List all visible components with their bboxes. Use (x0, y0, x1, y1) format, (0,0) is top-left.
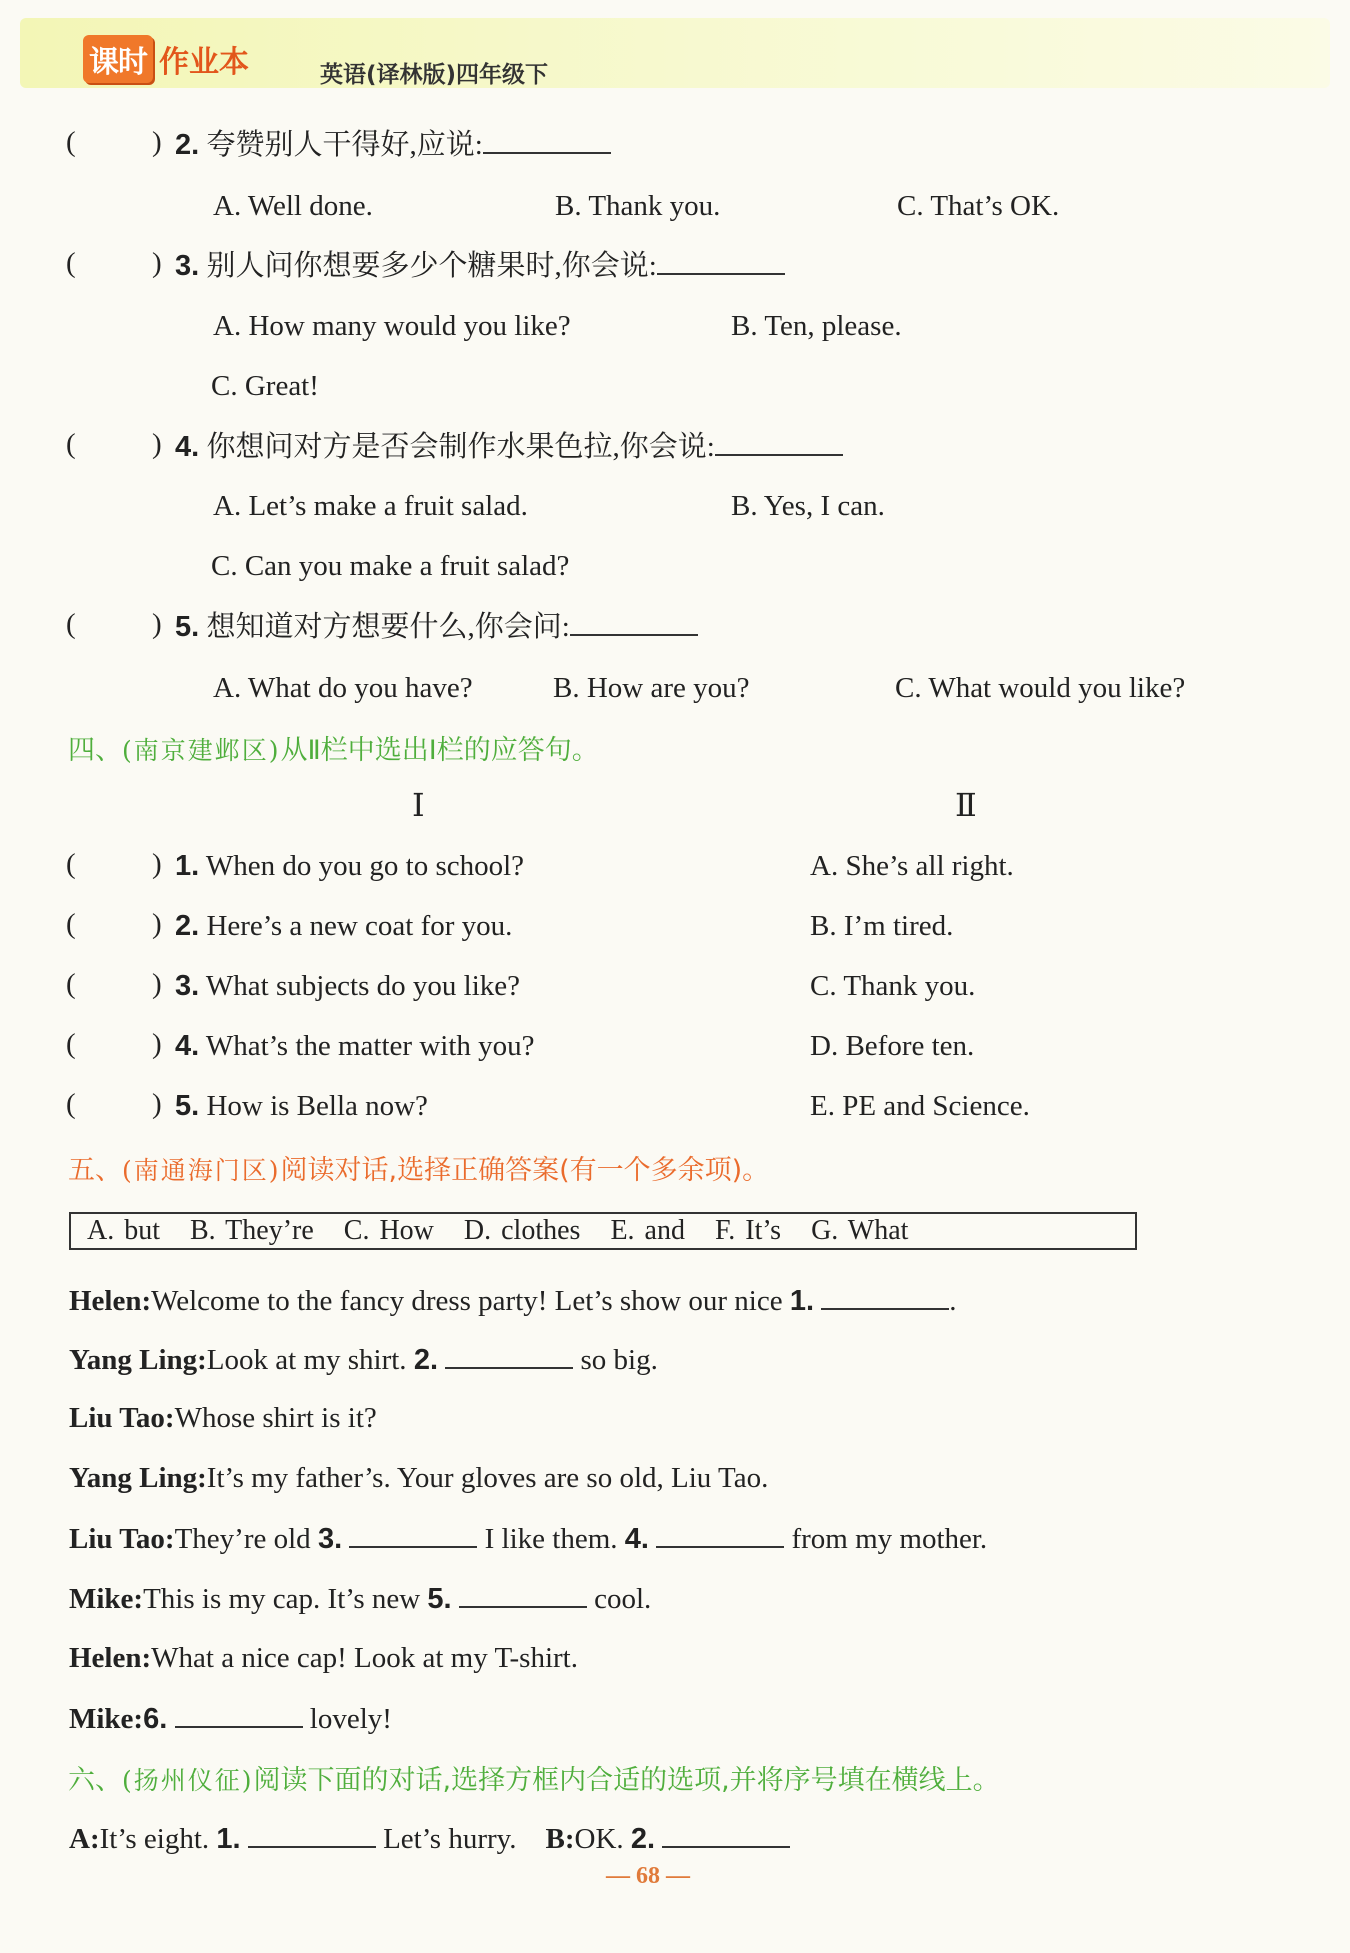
question-number: 2. (175, 129, 200, 161)
option-a: A. What do you have? (213, 672, 473, 704)
answer-blank[interactable] (657, 247, 785, 275)
match-answer: D. Before ten. (810, 1030, 975, 1062)
line-text: from my mother. (784, 1523, 988, 1555)
question-number: 1. (175, 850, 200, 882)
option-c: C. That’s OK. (897, 190, 1060, 222)
word-option: E. and (610, 1215, 685, 1246)
column-1-label: Ⅰ (412, 787, 425, 823)
option-c: C. Great! (211, 370, 319, 402)
section-title: 从Ⅱ栏中选出Ⅰ栏的应答句。 (280, 735, 599, 766)
answer-paren-close: ) (152, 968, 162, 1000)
answer-paren-close: ) (152, 608, 162, 640)
answer-blank[interactable] (662, 1820, 790, 1848)
section-region: (南通海门区) (122, 1156, 281, 1185)
option-a: A. How many would you like? (213, 310, 571, 342)
line-text: Whose shirt is it? (174, 1402, 377, 1434)
question-text: Here’s a new coat for you. (206, 910, 513, 942)
match-question (175, 848, 524, 884)
answer-blank[interactable] (445, 1341, 573, 1369)
option-b: B. How are you? (553, 672, 750, 704)
answer-paren[interactable]: ( (66, 126, 76, 158)
question-4 (175, 428, 843, 465)
word-option: G. What (811, 1215, 909, 1246)
speaker: Mike: (69, 1583, 144, 1615)
dialogue-line (69, 1580, 651, 1617)
match-question (175, 1088, 428, 1124)
speaker: Yang Ling: (69, 1344, 207, 1376)
line-text: Look at my shirt. (206, 1344, 414, 1376)
answer-paren[interactable]: ( (66, 1028, 76, 1060)
question-prompt: 夸赞别人干得好,应说: (206, 129, 483, 161)
blank-number: 1. (216, 1823, 241, 1855)
answer-paren-close: ) (152, 1028, 162, 1060)
answer-paren-close: ) (152, 1088, 162, 1120)
question-number: 5. (175, 1090, 200, 1122)
answer-paren-close: ) (152, 428, 162, 460)
column-2-label: Ⅱ (955, 787, 977, 823)
question-number: 3. (175, 250, 200, 282)
question-3 (175, 247, 785, 284)
line-text: lovely! (302, 1703, 392, 1735)
logo-box: 课时 (83, 35, 153, 83)
blank-number: 4. (624, 1523, 649, 1555)
dialogue-line (69, 1520, 987, 1557)
blank-number: 1. (789, 1285, 815, 1317)
section-number: 四、 (68, 735, 122, 766)
answer-paren[interactable]: ( (66, 1088, 76, 1120)
word-option: F. It’s (714, 1215, 782, 1246)
question-text: How is Bella now? (206, 1090, 428, 1122)
line-text: . (949, 1285, 957, 1317)
answer-paren-close: ) (152, 848, 162, 880)
match-question (175, 968, 520, 1004)
question-prompt: 别人问你想要多少个糖果时,你会说: (206, 250, 657, 282)
question-number: 4. (175, 1030, 200, 1062)
section-title: 阅读下面的对话,选择方框内合适的选项,并将序号填在横线上。 (253, 1765, 1000, 1796)
option-c: C. What would you like? (895, 672, 1186, 704)
match-question (175, 908, 512, 944)
match-answer: A. She’s all right. (810, 850, 1014, 882)
speaker: B: (545, 1823, 575, 1855)
dialogue-line (69, 1820, 790, 1857)
option-b: B. Ten, please. (731, 310, 902, 342)
speaker: Helen: (69, 1285, 152, 1317)
speaker: Liu Tao: (69, 1402, 175, 1434)
section-5-heading (68, 1148, 769, 1187)
speaker: A: (69, 1823, 100, 1855)
section-6-heading (68, 1758, 1000, 1797)
option-c: C. Can you make a fruit salad? (211, 550, 570, 582)
section-4-heading (68, 728, 599, 767)
word-option: B. They’re (190, 1215, 314, 1246)
book-subtitle: 英语(译林版)四年级下 (320, 62, 549, 88)
blank-number: 3. (317, 1523, 343, 1555)
option-a: A. Well done. (213, 190, 373, 222)
dialogue-line (69, 1282, 957, 1319)
answer-paren[interactable]: ( (66, 848, 76, 880)
option-a: A. Let’s make a fruit salad. (213, 490, 528, 522)
question-text: What’s the matter with you? (205, 1030, 535, 1062)
answer-paren[interactable]: ( (66, 608, 76, 640)
answer-blank[interactable] (175, 1700, 303, 1728)
answer-blank[interactable] (715, 428, 843, 456)
answer-blank[interactable] (459, 1580, 587, 1608)
question-prompt: 想知道对方想要什么,你会问: (206, 611, 570, 643)
section-region: (南京建邺区) (122, 736, 281, 765)
dialogue-line (69, 1460, 768, 1496)
word-option: C. How (343, 1215, 434, 1246)
option-b: B. Thank you. (555, 190, 721, 222)
answer-paren[interactable]: ( (66, 428, 76, 460)
line-text: What a nice cap! Look at my T-shirt. (151, 1642, 578, 1674)
option-b: B. Yes, I can. (731, 490, 885, 522)
line-text: so big. (573, 1344, 658, 1376)
speaker: Mike: (69, 1703, 144, 1735)
speaker: Helen: (69, 1642, 152, 1674)
question-text: When do you go to school? (205, 850, 525, 882)
section-number: 五、 (68, 1155, 122, 1186)
line-text: cool. (586, 1583, 652, 1615)
section-number: 六、 (68, 1765, 122, 1796)
word-option: A. but (87, 1215, 160, 1246)
question-prompt: 你想问对方是否会制作水果色拉,你会说: (206, 431, 715, 463)
answer-paren[interactable]: ( (66, 968, 76, 1000)
question-number: 2. (175, 910, 200, 942)
answer-paren-close: ) (152, 126, 162, 158)
section-region: (扬州仪征) (122, 1766, 254, 1795)
logo-text: 作业本 (159, 45, 249, 80)
line-text: This is my cap. It’s new (143, 1583, 428, 1615)
blank-number: 2. (630, 1823, 656, 1855)
word-option: D. clothes (463, 1215, 581, 1246)
question-2 (175, 126, 611, 163)
question-number: 5. (175, 611, 200, 643)
line-text: It’s my father’s. Your gloves are so old, Liu Tao. (206, 1462, 769, 1494)
match-answer: E. PE and Science. (810, 1090, 1030, 1122)
logo (83, 32, 249, 86)
answer-blank[interactable] (570, 608, 698, 636)
answer-blank[interactable] (483, 126, 611, 154)
answer-paren[interactable]: ( (66, 247, 76, 279)
question-number: 3. (175, 970, 200, 1002)
question-5 (175, 608, 698, 645)
blank-number: 6. (143, 1703, 168, 1735)
answer-paren-close: ) (152, 247, 162, 279)
line-text: They’re old (174, 1523, 318, 1555)
match-answer: B. I’m tired. (810, 910, 954, 942)
line-text: Welcome to the fancy dress party! Let’s show our nice (151, 1285, 790, 1317)
answer-blank[interactable] (821, 1282, 949, 1310)
line-text: OK. (574, 1823, 631, 1855)
question-text: What subjects do you like? (205, 970, 521, 1002)
dialogue-line (69, 1341, 658, 1378)
answer-paren-close: ) (152, 908, 162, 940)
question-number: 4. (175, 431, 200, 463)
section-title: 阅读对话,选择正确答案(有一个多余项)。 (280, 1155, 770, 1186)
blank-number: 2. (413, 1344, 438, 1376)
answer-paren[interactable]: ( (66, 908, 76, 940)
page-number: — 68 — (606, 1863, 690, 1889)
speaker: Liu Tao: (69, 1523, 175, 1555)
dialogue-line (69, 1700, 392, 1737)
line-text: I like them. (477, 1523, 625, 1555)
line-text: It’s eight. (99, 1823, 217, 1855)
blank-number: 5. (427, 1583, 452, 1615)
speaker: Yang Ling: (69, 1462, 207, 1494)
dialogue-line (69, 1400, 377, 1436)
dialogue-line (69, 1640, 578, 1676)
match-answer: C. Thank you. (810, 970, 976, 1002)
line-text: Let’s hurry. (375, 1823, 517, 1855)
match-question (175, 1028, 535, 1064)
answer-blank[interactable] (349, 1520, 477, 1548)
answer-blank[interactable] (248, 1820, 376, 1848)
answer-blank[interactable] (656, 1520, 784, 1548)
word-bank-box (69, 1212, 1137, 1250)
